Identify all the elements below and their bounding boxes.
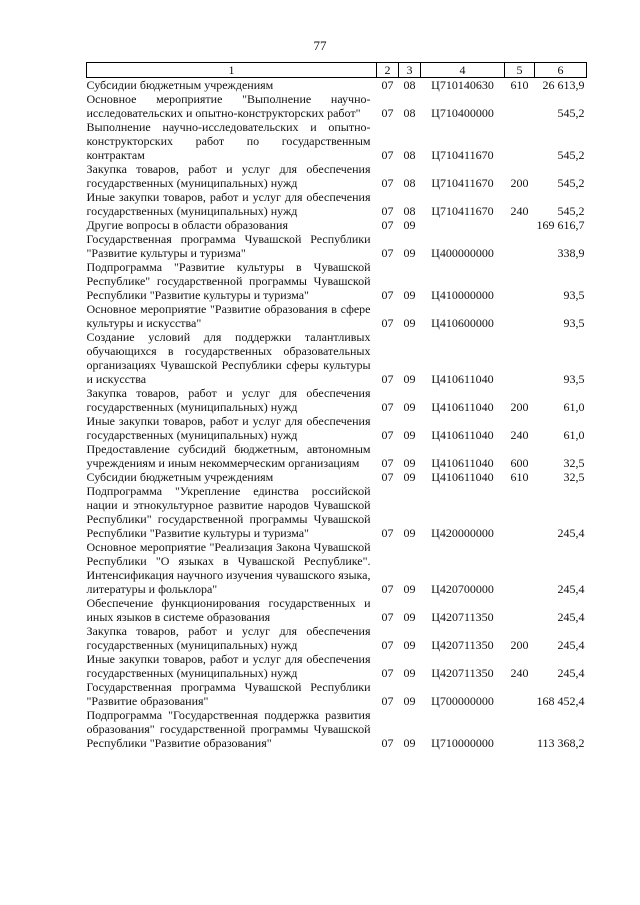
row-target-code: Ц410611040 [431,400,494,414]
row-section: 07 [381,736,394,750]
table-row [87,260,587,302]
table-row [87,624,587,652]
row-target-code: Ц410611040 [431,456,494,470]
col-header-4: 4 [421,63,505,78]
table-row [87,680,587,708]
row-name: Выполнение научно-исследовательских и опытно-конструкторских работ по государственным контрактам [86,120,371,162]
row-expense-type: 610 [510,470,529,484]
row-name: Государственная программа Чувашской Республики "Развитие образования" [86,680,371,708]
row-subsection: 09 [403,610,416,624]
row-section: 07 [381,694,394,708]
row-name: Иные закупки товаров, работ и услуг для обеспечения государственных (муниципальных) нужд [86,414,371,442]
row-section: 07 [381,78,394,92]
row-name: Основное мероприятие "Реализация Закона Чувашской Республики "О языках в Чувашской Республике". Интенсификация научного изучения чувашского языка, литературы и фольклора" [86,540,371,596]
row-subsection: 08 [403,176,416,190]
row-expense-type [505,484,535,540]
col-header-3: 3 [399,63,421,78]
row-name: Подпрограмма "Государственная поддержка развития образования" государственной программы Чувашской Республики "Развитие образования" [86,708,371,750]
row-amount: 245,4 [557,666,585,680]
row-target-code: Ц420711350 [431,666,494,680]
table-row [87,596,587,624]
row-expense-type: 240 [510,428,529,442]
row-section: 07 [381,148,394,162]
table-row [87,78,587,93]
row-name: Закупка товаров, работ и услуг для обеспечения государственных (муниципальных) нужд [86,624,371,652]
table-row [87,708,587,750]
row-expense-type: 240 [510,204,529,218]
table-row [87,484,587,540]
table-row [87,120,587,162]
table-row [87,302,587,330]
table-row [87,652,587,680]
row-name: Основное мероприятие "Развитие образования в сфере культуры и искусства" [86,302,371,330]
row-expense-type [505,708,535,750]
row-section: 07 [381,470,394,484]
row-section: 07 [381,316,394,330]
row-amount: 245,4 [557,610,585,624]
row-subsection: 09 [403,694,416,708]
row-subsection: 09 [403,428,416,442]
row-amount: 93,5 [563,288,585,302]
row-expense-type: 600 [510,456,529,470]
row-expense-type [505,218,535,232]
row-name: Подпрограмма "Развитие культуры в Чувашской Республике" государственной программы Чувашской Республики "Развитие культуры и туризма" [86,260,371,302]
row-expense-type [505,330,535,386]
row-expense-type: 200 [510,176,529,190]
row-section: 07 [381,372,394,386]
row-name: Другие вопросы в области образования [86,218,288,232]
row-name: Предоставление субсидий бюджетным, автономным учреждениям и иным некоммерческим организациям [86,442,371,470]
table-row [87,330,587,386]
row-subsection: 09 [403,470,416,484]
row-amount: 32,5 [563,456,585,470]
row-target-code: Ц710411670 [431,204,494,218]
row-name: Подпрограмма "Укрепление единства российской нации и этнокультурное развитие народов Чувашской Республики" государственной программы Чувашской Республики "Развитие культуры и туризма" [86,484,371,540]
row-subsection: 09 [403,372,416,386]
row-expense-type [505,120,535,162]
row-subsection: 09 [403,400,416,414]
row-subsection: 09 [403,218,416,232]
row-amount: 545,2 [557,148,585,162]
row-expense-type [505,540,535,596]
table-row [87,386,587,414]
row-name: Иные закупки товаров, работ и услуг для обеспечения государственных (муниципальных) нужд [86,652,371,680]
row-section: 07 [381,106,394,120]
row-subsection: 09 [403,666,416,680]
row-amount: 245,4 [557,582,585,596]
row-target-code: Ц420711350 [431,638,494,652]
row-amount: 93,5 [563,372,585,386]
table-row [87,470,587,484]
row-expense-type [505,302,535,330]
row-amount: 93,5 [563,316,585,330]
row-amount: 245,4 [557,638,585,652]
row-amount: 61,0 [563,428,585,442]
row-amount: 169 616,7 [536,218,585,232]
row-target-code: Ц710411670 [431,148,494,162]
row-amount: 168 452,4 [536,694,585,708]
row-section: 07 [381,666,394,680]
row-target-code: Ц710140630 [431,78,494,92]
row-subsection: 08 [403,78,416,92]
row-expense-type [505,92,535,120]
row-subsection: 09 [403,736,416,750]
row-section: 07 [381,456,394,470]
row-subsection: 09 [403,526,416,540]
row-amount: 545,2 [557,204,585,218]
row-amount: 545,2 [557,106,585,120]
row-target-code: Ц710400000 [431,106,494,120]
row-name: Создание условий для поддержки талантливых обучающихся в государственных образовательных организациях Чувашской Республики сферы культуры и искусства [86,330,371,386]
row-expense-type [505,596,535,624]
col-header-5: 5 [505,63,535,78]
row-section: 07 [381,246,394,260]
row-name: Государственная программа Чувашской Республики "Развитие культуры и туризма" [86,232,371,260]
row-expense-type [505,680,535,708]
row-target-code: Ц420700000 [431,582,494,596]
row-subsection: 08 [403,204,416,218]
row-amount: 545,2 [557,176,585,190]
row-amount: 338,9 [557,246,585,260]
table-row [87,190,587,218]
row-name: Закупка товаров, работ и услуг для обеспечения государственных (муниципальных) нужд [86,162,371,190]
table-row [87,218,587,232]
row-amount: 113 368,2 [536,736,585,750]
row-name: Закупка товаров, работ и услуг для обеспечения государственных (муниципальных) нужд [86,386,371,414]
row-subsection: 09 [403,316,416,330]
row-target-code: Ц420000000 [431,526,494,540]
row-target-code: Ц420711350 [431,610,494,624]
header-row [87,63,587,78]
table-row [87,540,587,596]
row-section: 07 [381,400,394,414]
row-section: 07 [381,610,394,624]
row-target-code: Ц410611040 [431,372,494,386]
row-target-code: Ц410611040 [431,428,494,442]
row-section: 07 [381,288,394,302]
row-section: 07 [381,582,394,596]
row-expense-type: 610 [510,78,529,92]
row-target-code: Ц410611040 [431,470,494,484]
table-row [87,442,587,470]
row-section: 07 [381,638,394,652]
budget-table [86,62,587,750]
row-target-code: Ц710411670 [431,176,494,190]
table-row [87,92,587,120]
row-subsection: 09 [403,246,416,260]
col-header-2: 2 [377,63,399,78]
row-target-code: Ц410000000 [431,288,494,302]
row-target-code [421,218,505,232]
page-number: 77 [313,38,327,53]
row-target-code: Ц410600000 [431,316,494,330]
table-row [87,414,587,442]
row-section: 07 [381,526,394,540]
row-subsection: 09 [403,582,416,596]
row-section: 07 [381,176,394,190]
row-expense-type: 240 [510,666,529,680]
row-expense-type: 200 [510,400,529,414]
col-header-6: 6 [535,63,587,78]
row-subsection: 09 [403,288,416,302]
row-name: Субсидии бюджетным учреждениям [86,78,274,92]
row-section: 07 [381,218,394,232]
table-row [87,162,587,190]
col-header-1: 1 [87,63,377,78]
row-name: Обеспечение функционирования государственных и иных языков в системе образования [86,596,371,624]
row-amount: 245,4 [557,526,585,540]
row-subsection: 08 [403,106,416,120]
row-expense-type: 200 [510,638,529,652]
row-name: Основное мероприятие "Выполнение научно-исследовательских и опытно-конструкторских работ" [86,92,371,120]
row-amount: 32,5 [563,470,585,484]
row-subsection: 09 [403,638,416,652]
table-body [87,78,587,751]
row-section: 07 [381,428,394,442]
table-row [87,232,587,260]
row-amount: 61,0 [563,400,585,414]
row-target-code: Ц700000000 [431,694,494,708]
row-subsection: 09 [403,456,416,470]
row-target-code: Ц400000000 [431,246,494,260]
row-name: Субсидии бюджетным учреждениям [86,470,274,484]
row-name: Иные закупки товаров, работ и услуг для обеспечения государственных (муниципальных) нужд [86,190,371,218]
row-expense-type [505,260,535,302]
row-target-code: Ц710000000 [431,736,494,750]
row-amount: 26 613,9 [542,78,585,92]
row-expense-type [505,232,535,260]
row-subsection: 08 [403,148,416,162]
row-section: 07 [381,204,394,218]
